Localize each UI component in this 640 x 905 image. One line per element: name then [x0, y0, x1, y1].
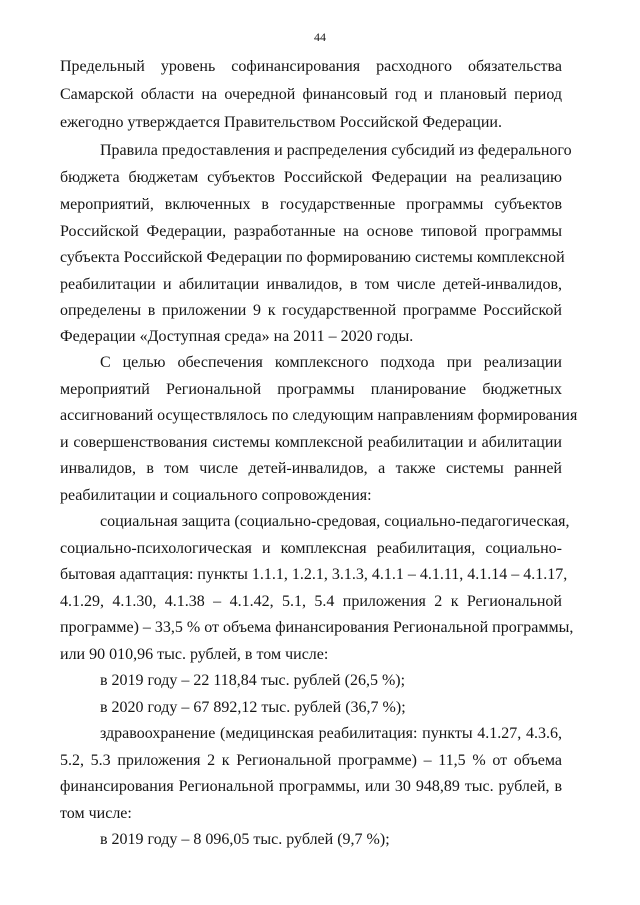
text-line: 4.1.29, 4.1.30, 4.1.38 – 4.1.42, 5.1, 5.4 приложения 2 к Региональной [60, 593, 562, 610]
text-line: социально-психологическая и комплексная реабилитация, социально- [60, 540, 562, 557]
text-line: Предельный уровень софинансирования расходного обязательства [60, 58, 562, 75]
text-line: реабилитации и абилитации инвалидов, в том числе детей-инвалидов, [60, 276, 562, 293]
text-line: инвалидов, в том числе детей-инвалидов, а также системы ранней [60, 460, 562, 477]
text-line: С целью обеспечения комплексного подхода при реализации [100, 354, 562, 371]
text-line: и совершенствования системы комплексной реабилитации и абилитации [60, 434, 562, 451]
text-line: реабилитации и социального сопровождения: [60, 487, 372, 504]
text-line: в 2020 году – 67 892,12 тыс. рублей (36,7 %); [100, 699, 406, 716]
text-line: Федерации «Доступная среда» на 2011 – 2020 годы. [60, 328, 414, 345]
text-line: ежегодно утверждается Правительством Российской Федерации. [60, 114, 502, 131]
text-line: социальная защита (социально-средовая, социально-педагогическая, [100, 513, 570, 530]
text-line: бюджета бюджетам субъектов Российской Федерации на реализацию [60, 169, 562, 186]
text-line: мероприятий Региональной программы планирование бюджетных [60, 381, 562, 398]
text-line: или 90 010,96 тыс. рублей, в том числе: [60, 646, 329, 663]
text-line: бытовая адаптация: пункты 1.1.1, 1.2.1, 3.1.3, 4.1.1 – 4.1.11, 4.1.14 – 4.1.17, [60, 566, 568, 583]
text-line: в 2019 году – 8 096,05 тыс. рублей (9,7 %); [100, 831, 390, 848]
text-line: здравоохранение (медицинская реабилитация: пункты 4.1.27, 4.3.6, [100, 725, 562, 742]
text-line: в 2019 году – 22 118,84 тыс. рублей (26,5 %); [100, 672, 406, 689]
text-line: программе) – 33,5 % от объема финансирования Региональной программы, [60, 619, 574, 636]
text-line: мероприятий, включенных в государственные программы субъектов [60, 196, 562, 213]
text-line: финансирования Региональной программы, или 30 948,89 тыс. рублей, в [60, 778, 562, 795]
text-line: Самарской области на очередной финансовый год и плановый период [60, 86, 562, 103]
text-line: том числе: [60, 805, 132, 822]
text-line: ассигнований осуществлялось по следующим направлениям формирования [60, 407, 578, 424]
page-number: 44 [314, 30, 326, 44]
text-line: Правила предоставления и распределения субсидий из федерального [100, 142, 572, 159]
text-line: субъекта Российской Федерации по формированию системы комплексной [60, 249, 565, 266]
text-line: 5.2, 5.3 приложения 2 к Региональной программе) – 11,5 % от объема [60, 752, 562, 769]
text-line: Российской Федерации, разработанные на основе типовой программы [60, 223, 562, 240]
text-line: определены в приложении 9 к государственной программе Российской [60, 302, 562, 319]
